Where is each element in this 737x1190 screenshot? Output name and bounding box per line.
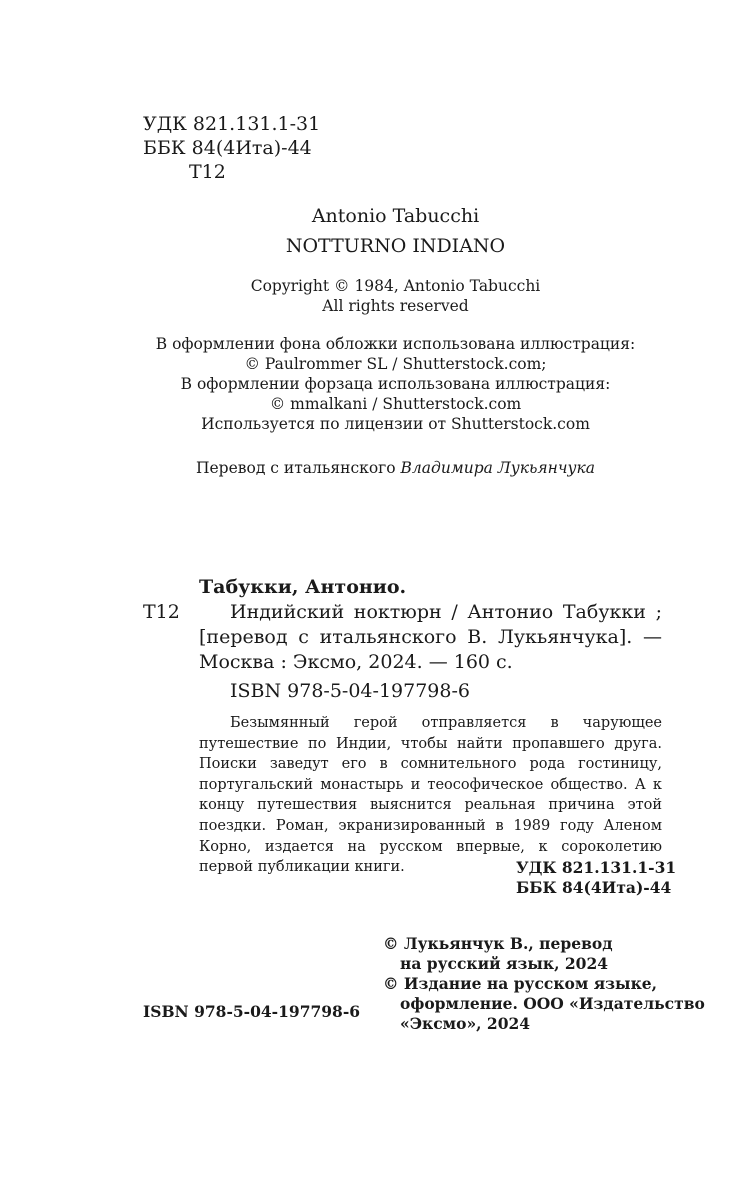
catalog-line: Индийский ноктюрн / Антонио Табукки ;	[230, 601, 662, 623]
author-mark: Т12	[189, 161, 226, 183]
credit-line: Используется по лицензии от Shutterstock.com	[201, 415, 590, 433]
credit-line: © mmalkani / Shutterstock.com	[269, 395, 522, 413]
footer-copyright-line: на русский язык, 2024	[400, 954, 609, 973]
footer-isbn: ISBN 978-5-04-197798-6	[143, 1002, 361, 1021]
credit-line: В оформлении фона обложки использована иллюстрация:	[155, 335, 636, 353]
udk-code: УДК 821.131.1-31	[143, 113, 321, 135]
annotation-text: Безымянный герой отправляется в чарующее путешествие по Индии, чтобы найти пропавшего друга. Поиски заведут его в сомнительного рода гостиницу, португальский монастырь и теософическое общество. А к концу путешествия выяснится реальная причина этой поездки. Роман, экранизированный в 1989 году Аленом Корно, издается на русском впервые, к сороколетию первой публикации книги.	[199, 715, 662, 876]
original-author: Antonio Tabucchi	[311, 205, 480, 227]
footer-copyright-line: © Издание на русском языке,	[383, 974, 658, 993]
catalog-line: [перевод с итальянского В. Лукьянчука]. —	[199, 626, 662, 648]
credit-line: © Paulrommer SL / Shutterstock.com;	[244, 355, 547, 373]
original-title: NOTTURNO INDIANO	[285, 235, 506, 257]
translator-name: Владимира Лукьянчука	[400, 459, 596, 477]
copyright-line: Copyright © 1984, Antonio Tabucchi	[250, 277, 541, 295]
footer-copyright-line: © Лукьянчук В., перевод	[383, 934, 613, 953]
catalog-mark: Т12	[143, 601, 180, 623]
translation-credit	[143, 458, 648, 478]
translation-prefix: Перевод с итальянского	[195, 459, 396, 477]
bbk-code-bottom: ББК 84(4Ита)-44	[516, 878, 672, 897]
credit-line: В оформлении форзаца использована иллюстрация:	[180, 375, 611, 393]
catalog-isbn: ISBN 978-5-04-197798-6	[230, 680, 470, 702]
catalog-heading: Табукки, Антонио.	[199, 576, 407, 598]
catalog-line: Москва : Эксмо, 2024. — 160 с.	[199, 651, 513, 673]
footer-copyright-line: «Эксмо», 2024	[400, 1014, 531, 1033]
footer-copyright-line: оформление. ООО «Издательство	[400, 994, 705, 1013]
rights-line: All rights reserved	[322, 297, 469, 315]
udk-code-bottom: УДК 821.131.1-31	[516, 858, 677, 877]
bbk-code: ББК 84(4Ита)-44	[143, 137, 312, 159]
